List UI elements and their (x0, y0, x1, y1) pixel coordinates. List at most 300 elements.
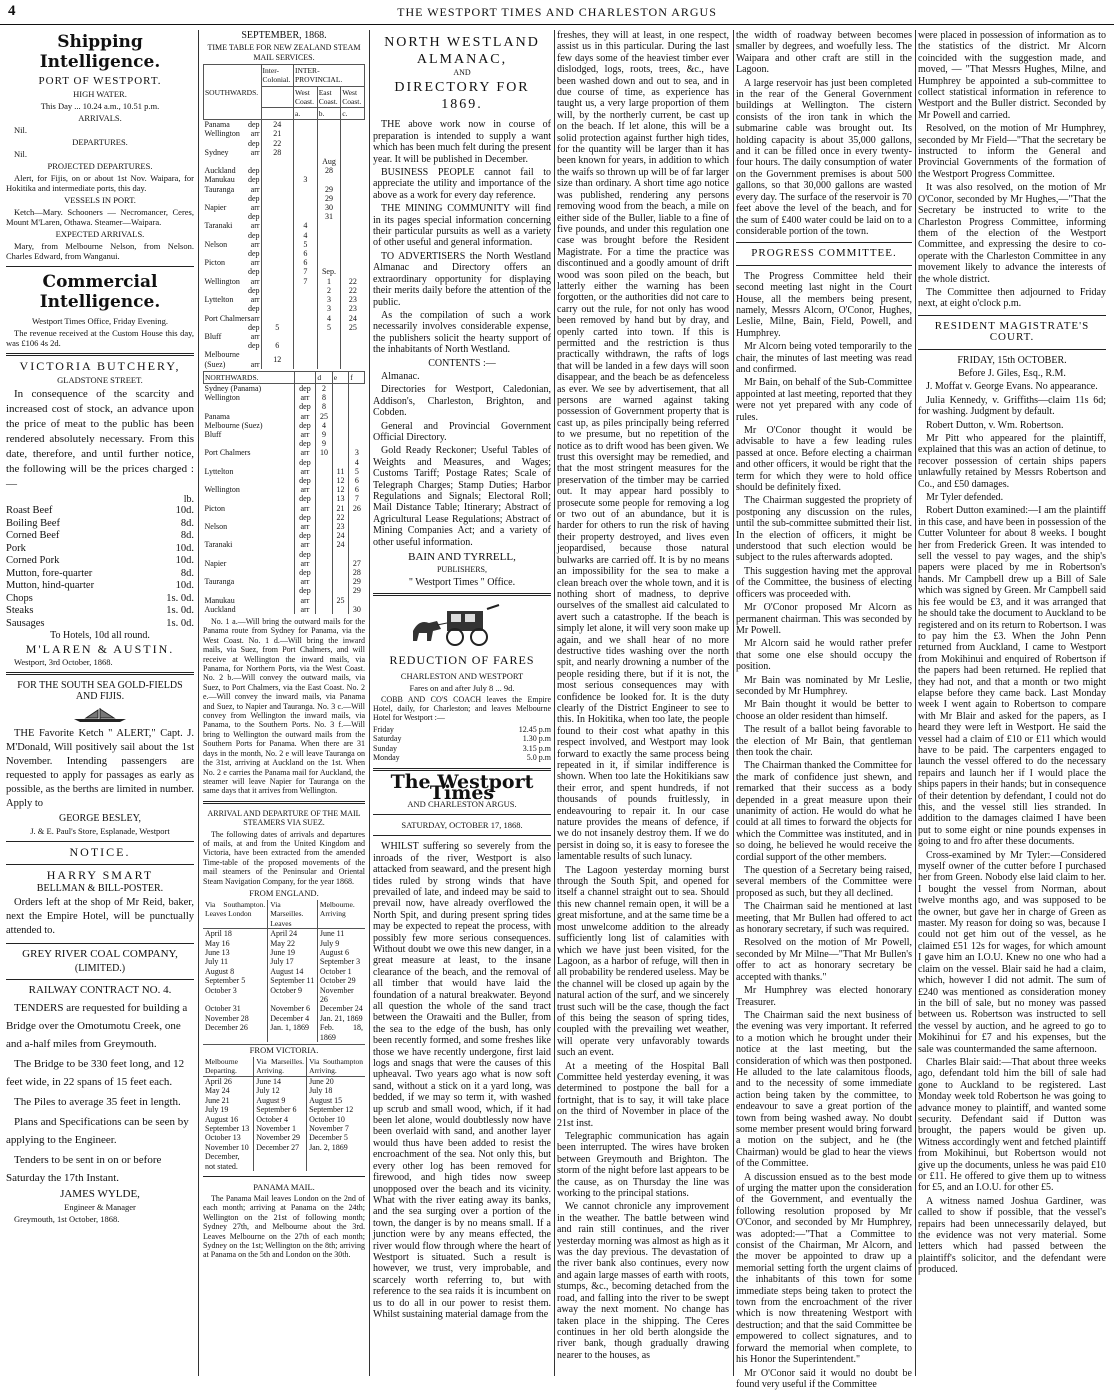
port-cell (204, 194, 262, 203)
date-cell: 3 (293, 175, 317, 184)
date-cell: 11 (332, 467, 348, 476)
vessels-label: VESSELS IN PORT. (6, 195, 194, 205)
date-cell (341, 175, 365, 184)
price-value: 10d. (176, 543, 194, 556)
progress-para: This suggestion having met the approval of the Committee, the business of electing officers was proceeded with. (736, 566, 912, 600)
date-cell (316, 577, 332, 586)
progress-para: A discussion ensued as to the best mode of urging the matter upon the consideration of the Government, and eventually the following resolution proposed by Mr O'Conor, and seconded by Mr Humphrey, was adopted:—"That a Committee to consist of the Chairman, Mr Alcorn, and the mover be appointed to draw up a memorial setting forth the urgent claims of the inhabitants of this town for some immediate steps being taken to protect the town from the encroachment of the river which is now threatening Westport with destruction; and that the said Committee be empowered to collect signatures, and to forward the memorial when complete, to his Honor the Superintendent." (736, 1172, 912, 1366)
date-cell (341, 203, 365, 212)
almanac-para-2: BUSINESS PEOPLE cannot fail to appreciate the utility and importance of the above as a work for every day reference. (373, 167, 551, 201)
port-name: Panama (204, 412, 295, 421)
port-name: Lyttelton (204, 467, 295, 476)
date-cell (349, 522, 365, 531)
date-cell (341, 139, 365, 148)
timetable-row (204, 231, 365, 240)
price-row (6, 605, 194, 618)
editorial: WHILST suffering so severely from the inroads of the river, Westport is also attacked from seaward, and the present high tides ruled by strong winds that have prevailed of late, and indeed may be said to prevail now, have already overflowed the North Spit, and during present spring tides may be expected to repeat the process, with possibly few more serious consequences. Without doubt we owe this new danger, in a great measure at least, to the insane clearance of the beach, and the removal of all timber that would have laid the foundation of a natural breakwater. Beyond all question the whole of the sand tract between the Orawaiti and the Buller, from the sea to the edge of the bush, has only been recently formed, and some freshes like those we have recently undergone, first laid logs and snags that were the causes of this upheaval. Two years ago what is now soft sand, without a stick on it a yard long, was bedded, if we may so term it, with washed up scrub and small wood, which, if it had been let alone, would doubtlessly now have been overlaid with sand, and another layer would thus have been added to resist the encroachment of the sea. Not only this, but every other log has been removed for firewood, and high tides now sweep unopposed over the beach and its vicinity. What with the river eating away its banks, and the sea surging over a portion of the town, the danger is by no means small. If a junction were by any means effected, the river would flow through where the heart of Westport is situated. Such a result is however, we trust, very improbable, and scarcely worth referring to, but with reference to the sea raids it is incumbent on us to do all in our power to resist them. Whilst sustaining material damage from the (373, 841, 551, 1320)
date-cell (261, 304, 293, 313)
date-cell (316, 494, 332, 503)
column-3 (373, 30, 551, 1376)
direction: arr (251, 148, 260, 157)
port-cell (204, 267, 262, 276)
direction: dep (294, 458, 316, 467)
timetable-notes: No. 1 a.—Will bring the outward mails for the Panama route from Sydney for Panama, via the West Coast. No. 1 d.—Will bring the inward mails, via Suez, from Port Chalmers, and will receive at Wellington the inward mails, via Panama, for Northern Ports, via the West Coast. No. 2 b.—Will convey the outward mails, via Suez, to Port Chalmers, via the East Coast. No. 2 e.—Will convey the inward mails, via Panama and Suez, to Napier and Tauranga. No. 3 c.—Will convey from Wellington the inward mails, via Panama, to the Southern Ports. No. 3 f.—Will bring to Wellington the outward mails from the Southern Ports for Panama. When there are 31 days in the month, No. 2 e will leave Tauranga on the 31st, arriving at Auckland on the 1st. When No. 2 e carries the Panama mail for Auckland, the steamer will leave Napier for Tauranga on the same days that it arrives from Wellington. (203, 617, 365, 796)
date-cell: 24 (332, 540, 348, 549)
date-cell (261, 157, 293, 166)
mail-cell: July 19 (203, 1105, 254, 1114)
timetable-row (204, 430, 365, 439)
mail-cell: July 17 (268, 957, 318, 966)
mail-cell: April 24 (268, 929, 318, 939)
mail-col-head: Via Southampton Arriving. (307, 1057, 365, 1076)
direction: dep (294, 531, 316, 540)
direction: arr (294, 485, 316, 494)
coach-day: Monday (373, 753, 400, 762)
timetable-row (204, 350, 365, 368)
price-row (6, 593, 194, 606)
date-cell (349, 596, 365, 605)
date-cell (317, 350, 341, 368)
date-cell (293, 332, 317, 341)
mail-cell: September 11 (268, 976, 318, 985)
fiji-signature: GEORGE BESLEY, (6, 813, 194, 824)
port-cell (204, 258, 262, 267)
date-cell: 9 (316, 439, 332, 448)
mail-row (203, 1124, 365, 1133)
timetable-row (204, 212, 365, 221)
direction: dep (248, 249, 260, 258)
port-name: Picton (205, 258, 225, 267)
date-cell (332, 605, 348, 614)
masthead-sub: AND CHARLESTON ARGUS. (373, 799, 551, 809)
direction: dep (294, 421, 316, 430)
almanac-para-3: THE MINING COMMUNITY will find in its pages special information concerning their particular pursuits as well as a variety of other useful and general information. (373, 203, 551, 249)
port-name: Bluff (205, 332, 222, 341)
date-cell (316, 540, 332, 549)
port-cell (204, 129, 262, 138)
mail-cell: June 14 (254, 1076, 307, 1086)
date-cell (261, 267, 293, 276)
date-cell: 25 (332, 596, 348, 605)
column-1 (6, 30, 194, 1376)
date-cell: 30 (317, 203, 341, 212)
mail-col-head: Melbourne Departing. (203, 1057, 254, 1076)
mail-cell: October 31 (203, 1004, 268, 1013)
column-5 (736, 30, 912, 1376)
date-cell: 23 (341, 304, 365, 313)
date-cell (332, 430, 348, 439)
date-cell (317, 139, 341, 148)
date-cell (341, 185, 365, 194)
mail-cell: December 4 (268, 1014, 318, 1023)
direction: arr (294, 559, 316, 568)
court-para: Mr Tyler defended. (918, 492, 1106, 503)
mail-row (203, 1076, 365, 1086)
date-cell: 4 (317, 314, 341, 323)
victoria-table (203, 1057, 365, 1171)
direction: dep (294, 383, 316, 393)
date-cell (293, 129, 317, 138)
rail-text-2: The Bridge to be 330 feet long, and 12 feet wide, in 22 spans of 15 feet each. (6, 1055, 194, 1091)
mail-row (203, 939, 365, 948)
court-heading: RESIDENT MAGISTRATE'S COURT. (918, 321, 1106, 344)
column-rule (369, 30, 370, 1376)
price-item: Mutton, hind-quarter (6, 580, 94, 593)
inter-provincial-header: INTER-PROVINCIAL. (293, 65, 364, 86)
almanac-para-4: TO ADVERTISERS the North Westland Almanac and Directory offers an extraordinary opportunity for displaying their merits daily before the attention of the public. (373, 251, 551, 308)
grey-sub: (LIMITED.) (6, 963, 194, 974)
timetable-row (204, 559, 365, 568)
lagoon-paragraph: The Lagoon yesterday morning burst through the South Spit, and opened for itself a channel straight out to sea. Should this new channel remain open, it will be a great misfortune, and at the same time be a most unwelcome addition to the already sufficiently long list of calamities with which we have just been visited, for the Lagoon, as a harbor of refuge, will then in all probability be rendered useless. May be the channel will be closed up again by the natural action of the surf, and we sincerely trust such will be the case, though the fact of this being the season of spring tides, coupled with the prevailing wet weather, will operate very unfavorably towards such an event. (557, 865, 729, 1059)
timetable-row (204, 522, 365, 531)
northwards-table (203, 371, 365, 614)
date-cell: 21 (332, 504, 348, 513)
mail-cell: August 6 (317, 948, 365, 957)
port-name (204, 513, 295, 522)
date-cell (261, 185, 293, 194)
mail-col-head: Via Marseilles. Arriving. (254, 1057, 307, 1076)
price-value: 1s. 0d. (166, 593, 194, 606)
rail-signature: JAMES WYLDE, (6, 1189, 194, 1200)
date-cell (332, 439, 348, 448)
hotels-price: To Hotels, 10d all round. (6, 630, 194, 641)
progress-para: Resolved on the motion of Mr Powell, seconded by Mr Milne—"That Mr Bullen's offer to act as honorary secretary be accepted with thanks." (736, 937, 912, 983)
date-cell (332, 412, 348, 421)
progress-para: The Committee then adjourned to Friday next, at eight o'clock p.m. (918, 287, 1106, 310)
port-cell (204, 314, 262, 323)
port-name: Nelson (204, 522, 295, 531)
date-cell (332, 383, 348, 393)
timetable-row (204, 323, 365, 332)
date-cell (349, 402, 365, 411)
port-name: Sydney (Panama) (204, 383, 295, 393)
date-cell: 2 (317, 286, 341, 295)
timetable-row (204, 476, 365, 485)
price-unit: lb. (184, 494, 194, 505)
port-name (204, 586, 295, 595)
coach-time: 3.15 p.m (523, 744, 551, 753)
timetable-row (204, 458, 365, 467)
port-name: Tauranga (204, 577, 295, 586)
date-cell (341, 129, 365, 138)
price-row (6, 530, 194, 543)
directory-title: DIRECTORY FOR 1869. (373, 79, 551, 113)
port-cell (204, 148, 262, 157)
column-4 (557, 30, 729, 1376)
date-cell (349, 513, 365, 522)
timetable-row (204, 439, 365, 448)
timetable-row (204, 240, 365, 249)
date-cell: 28 (261, 148, 293, 157)
timetable-row (204, 393, 365, 402)
price-row (6, 580, 194, 593)
direction: arr (251, 258, 260, 267)
direction: arr (251, 203, 260, 212)
arrivals-label: ARRIVALS. (6, 113, 194, 123)
port-name: Auckland (204, 605, 295, 614)
date-cell (341, 332, 365, 341)
coach-time: 1.30 p.m (523, 734, 551, 743)
date-cell: 29 (349, 586, 365, 595)
mail-cell: September 13 (203, 1124, 254, 1133)
arrival-heading: ARRIVAL AND DEPARTURE OF THE MAIL STEAMERS VIA SUEZ. (203, 809, 365, 828)
rail-text-5: Tenders to be sent in on or before Saturday the 17th Instant. (6, 1151, 194, 1187)
port-cell (204, 212, 262, 221)
timetable-row (204, 120, 365, 130)
port-name: Port Chalmers (204, 448, 295, 457)
date-cell: 12 (261, 350, 293, 368)
date-cell (261, 277, 293, 286)
mail-cell: Feb. 18, 1869 (317, 1023, 365, 1042)
direction: dep (248, 341, 260, 350)
price-item: Corned Pork (6, 555, 59, 568)
date-cell: 13 (332, 494, 348, 503)
column-rule (733, 30, 734, 1376)
port-cell (204, 240, 262, 249)
date-cell (317, 175, 341, 184)
date-cell: 25 (341, 323, 365, 332)
timetable-row (204, 148, 365, 157)
date-cell (261, 332, 293, 341)
date-cell: 22 (341, 277, 365, 286)
date-cell (261, 240, 293, 249)
port-name: Wellington (204, 393, 295, 402)
port-name (204, 476, 295, 485)
date-cell (341, 148, 365, 157)
date-cell (332, 421, 348, 430)
port-name: Picton (204, 504, 295, 513)
fiji-text: THE Favorite Ketch " ALERT," Capt. J. M'Donald, Will positively sail about the 1st November. Intending passengers are requested to apply for passages as early as possible, as the berths are limited in number. Apply to (6, 727, 194, 811)
date-cell: 6 (293, 258, 317, 267)
mail-cell: October 29 (317, 976, 365, 985)
fiji-address: J. & E. Paul's Store, Esplanade, Westport (6, 826, 194, 836)
port-name: Bluff (204, 430, 295, 439)
col-head: West Coast. (341, 86, 365, 107)
port-name: Lyttelton (205, 295, 234, 304)
mail-cell: July 9 (317, 939, 365, 948)
mail-col-head: Via Marseilles. Leaves (268, 900, 318, 929)
fiji-heading: FOR THE SOUTH SEA GOLD-FIELDS AND FIJIS. (6, 680, 194, 703)
coach-day: Saturday (373, 734, 401, 743)
mail-cell: April 26 (203, 1076, 254, 1086)
date-cell (316, 458, 332, 467)
price-item: Pork (6, 543, 26, 556)
port-cell (204, 286, 262, 295)
vessels: Ketch—Mary. Schooners — Necromancer, Ceres, Mount M'Laren, Othawa. Steamer—Waipara. (6, 207, 194, 227)
timetable-row (204, 531, 365, 540)
direction: arr (251, 332, 260, 341)
mail-cell: Jan. 1, 1869 (268, 1023, 318, 1042)
date-cell (293, 120, 317, 130)
mail-row (203, 929, 365, 939)
date-cell (316, 605, 332, 614)
date-cell (293, 203, 317, 212)
date-cell (317, 231, 341, 240)
date-cell (316, 476, 332, 485)
court-para: Mr Pitt who appeared for the plaintiff, explained that this was an action of detinue, to recover possession of certain ships papers unlawfully retained by Messrs Robertson and Co., and £50 damages. (918, 433, 1106, 490)
column-rule (198, 30, 199, 1376)
court-para: Charles Blair said:—That about three weeks ago, defendant told him the bill of sale had gone to Auckland to be registered. Last Monday week told Robertson he was going to advance money to plaintiff, and wanted some security. Defendant said if Dutton was brought, the papers would be given up. Witness accordingly went and fetched plaintiff from Mokihinui, but Robertson would not give up the documents, unless he was paid £10 or £11. He offered to give them up to witness for £5, and an I.O.U. for other £5. (918, 1057, 1106, 1194)
mail-cell: Jan. 2, 1869 (307, 1143, 365, 1152)
progress-continued: were placed in possession of information as to the statistics of the district. Mr Alcorn coincided with the suggestion made, and moved, — "That Messrs Hughes, Milne, and Humphrey be appointed a sub-committee to collect statistical information in reference to Westport and the Buller district. Seconded by Mr Powell and carried. (918, 30, 1106, 121)
mail-row (203, 967, 365, 976)
date-cell: Sep. (317, 267, 341, 276)
timetable-row (204, 550, 365, 559)
port-name: Melbourne (Suez) (205, 350, 240, 368)
port-name: Nelson (205, 240, 228, 249)
timetable-row (204, 448, 365, 457)
progress-para: The Chairman said the next business of the evening was very important. It referred to a motion which he brought under their notice at the last meeting, but the consideration of which was then postponed. He alluded to the late calamitous floods, and to the necessity of some immediate action being taken by the committee, to endeavour to save a great portion of the town from being washed away. No doubt some member present would bring forward a motion on the subject, and he (the Chairman) would be glad to hear the views of the Committee. (736, 1010, 912, 1170)
mail-cell: April 18 (203, 929, 268, 939)
progress-para: The Chairman said he mentioned at last meeting, that Mr Bullen had offered to act as honorary secretary, if such was required. (736, 901, 912, 935)
mail-cell: December 5 (307, 1133, 365, 1142)
timetable-row (204, 249, 365, 258)
direction: dep (248, 267, 260, 276)
timetable-row (204, 332, 365, 341)
mail-cell: August 14 (268, 967, 318, 976)
direction: dep (294, 439, 316, 448)
progress-para: Mr Bain thought it would be better to choose an older resident than himself. (736, 699, 912, 722)
mail-cell: September 5 (203, 976, 268, 985)
ball-paragraph: At a meeting of the Hospital Ball Committee held yesterday evening, it was determined to postpone the ball for a fortnight, that is to say, it will take place on the third of November in place of the 21st inst. (557, 1061, 729, 1129)
mail-cell: October 3 (203, 986, 268, 1005)
almanac-and: AND (373, 68, 551, 77)
port-cell (204, 277, 262, 286)
mail-cell: June 11 (317, 929, 365, 939)
date-cell (341, 221, 365, 230)
mail-cell: July 12 (254, 1086, 307, 1095)
mail-cell: May 16 (203, 939, 268, 948)
date-cell (316, 522, 332, 531)
date-cell (316, 531, 332, 540)
coach-time-row (373, 725, 551, 734)
price-value: 8d. (181, 530, 194, 543)
timetable-row (204, 304, 365, 313)
date-cell: 4 (293, 231, 317, 240)
date-cell (316, 559, 332, 568)
mail-cell: October 4 (254, 1115, 307, 1124)
column-2 (203, 30, 365, 1376)
direction: dep (248, 175, 260, 184)
date-cell: 25 (316, 412, 332, 421)
port-cell (204, 185, 262, 194)
date-cell (261, 221, 293, 230)
price-value: 10d. (176, 580, 194, 593)
date-cell (341, 350, 365, 368)
fares-line: Fares on and after July 8 ... 9d. (373, 683, 551, 693)
mail-cell: November 10 (203, 1143, 254, 1152)
coach-day: Sunday (373, 744, 397, 753)
butchery-signature: M'LAREN & AUSTIN. (6, 644, 194, 655)
timetable-row (204, 221, 365, 230)
date-cell (317, 120, 341, 130)
timetable-row (204, 157, 365, 166)
rail-role: Engineer & Manager (6, 1202, 194, 1212)
timetable-row (204, 277, 365, 286)
mail-row (203, 1105, 365, 1114)
high-water: This Day ... 10.24 a.m., 10.51 p.m. (6, 101, 194, 111)
price-item: Roast Beef (6, 505, 52, 518)
port-name: Port Chalmers (205, 314, 251, 323)
date-cell: 7 (293, 267, 317, 276)
progress-para: Mr O'Conor thought it would be advisable to have a few leading rules passed at once. Before electing a chairman and other officers, it would be right that the term for which they were to hold office should be definitely fixed. (736, 425, 912, 493)
telegraph-paragraph: Telegraphic communication has again been interrupted. The wires have broken between Greymouth and Brighton. The storm of the night before last appears to be the cause, as on Thursday the line was working to the principal stations. (557, 1131, 729, 1199)
date-cell (293, 212, 317, 221)
direction: arr (251, 360, 260, 369)
date-cell: 8 (316, 402, 332, 411)
timetable-row (204, 494, 365, 503)
court-para: Robert Dutton, v. Wm. Robertson. (918, 420, 1106, 431)
date-cell: 22 (332, 513, 348, 522)
date-cell: 2 (316, 383, 332, 393)
mail-cell: August 16 (203, 1115, 254, 1124)
smart-name: HARRY SMART (6, 870, 194, 881)
court-para: A witness named Joshua Gardiner, was called to show if possible, that the vessel's repairs had been unnecessarily delayed, but the evidence was not very material. Some letters which had passed between the plaintiff's solicitor, and the defendant were produced. (918, 1196, 1106, 1276)
direction: dep (248, 323, 260, 332)
timetable-heading: TIME TABLE FOR NEW ZEALAND STEAM MAIL SERVICES. (203, 43, 365, 62)
date-cell (293, 350, 317, 368)
date-cell (293, 314, 317, 323)
timetable-month: SEPTEMBER, 1868. (203, 30, 365, 41)
mail-cell: August 9 (254, 1096, 307, 1105)
port-name (204, 402, 295, 411)
timetable-row (204, 175, 365, 184)
ship-icon (6, 707, 194, 723)
date-cell: 6 (261, 341, 293, 350)
date-cell (341, 267, 365, 276)
timetable-row (204, 596, 365, 605)
date-cell (349, 412, 365, 421)
almanac-title: NORTH WESTLAND (373, 34, 551, 51)
mail-cell: November 1 (254, 1124, 307, 1133)
contents-4: Gold Ready Reckoner; Useful Tables of Weights and Measures, and Wages; Customs Tariff; Postage Rates; Scale of Telegraph Charges; Stamp Duties; Harbor Regulations and Signals; Electoral Roll; Mail Distance Table; Itinerary; Abstract of Agricultural Lease Regulations; Abstract of Mining Companies Act; and a variety of other useful information. (373, 445, 551, 548)
progress-para: Mr Alcorn being voted temporarily to the chair, the minutes of last meeting was read and confirmed. (736, 341, 912, 375)
date-cell (332, 586, 348, 595)
date-cell (293, 295, 317, 304)
timetable-row (204, 258, 365, 267)
mail-cell: June 20 (307, 1076, 365, 1086)
date-cell (341, 249, 365, 258)
direction: dep (294, 476, 316, 485)
mail-col-head: Via Southampton. Leaves London (203, 900, 268, 929)
england-table (203, 900, 365, 1042)
date-cell (349, 531, 365, 540)
date-cell (293, 148, 317, 157)
date-cell: 4 (293, 221, 317, 230)
date-cell (341, 120, 365, 130)
date-cell (261, 295, 293, 304)
court-para: J. Moffat v. George Evans. No appearance. (918, 381, 1106, 392)
date-cell (261, 212, 293, 221)
timetable-row (204, 295, 365, 304)
direction: dep (248, 139, 260, 148)
cobb-text: COBB AND CO'S COACH leaves the Empire Hotel, daily, for Charleston; and leaves Melbourne Hotel for Westport :— (373, 695, 551, 723)
price-value: 10d. (176, 505, 194, 518)
rail-text-3: The Piles to average 35 feet in length. (6, 1093, 194, 1111)
price-item: Boiling Beef (6, 518, 60, 531)
date-cell (316, 586, 332, 595)
port-name (204, 531, 295, 540)
timetable-row (204, 185, 365, 194)
date-cell (317, 129, 341, 138)
direction: dep (248, 194, 260, 203)
mail-cell: September 12 (307, 1105, 365, 1114)
price-value: 8d. (181, 518, 194, 531)
progress-heading: PROGRESS COMMITTEE. (736, 248, 912, 259)
date-cell: 12 (332, 476, 348, 485)
grey-heading: GREY RIVER COAL COMPANY, (6, 949, 194, 960)
port-cell (204, 350, 262, 368)
